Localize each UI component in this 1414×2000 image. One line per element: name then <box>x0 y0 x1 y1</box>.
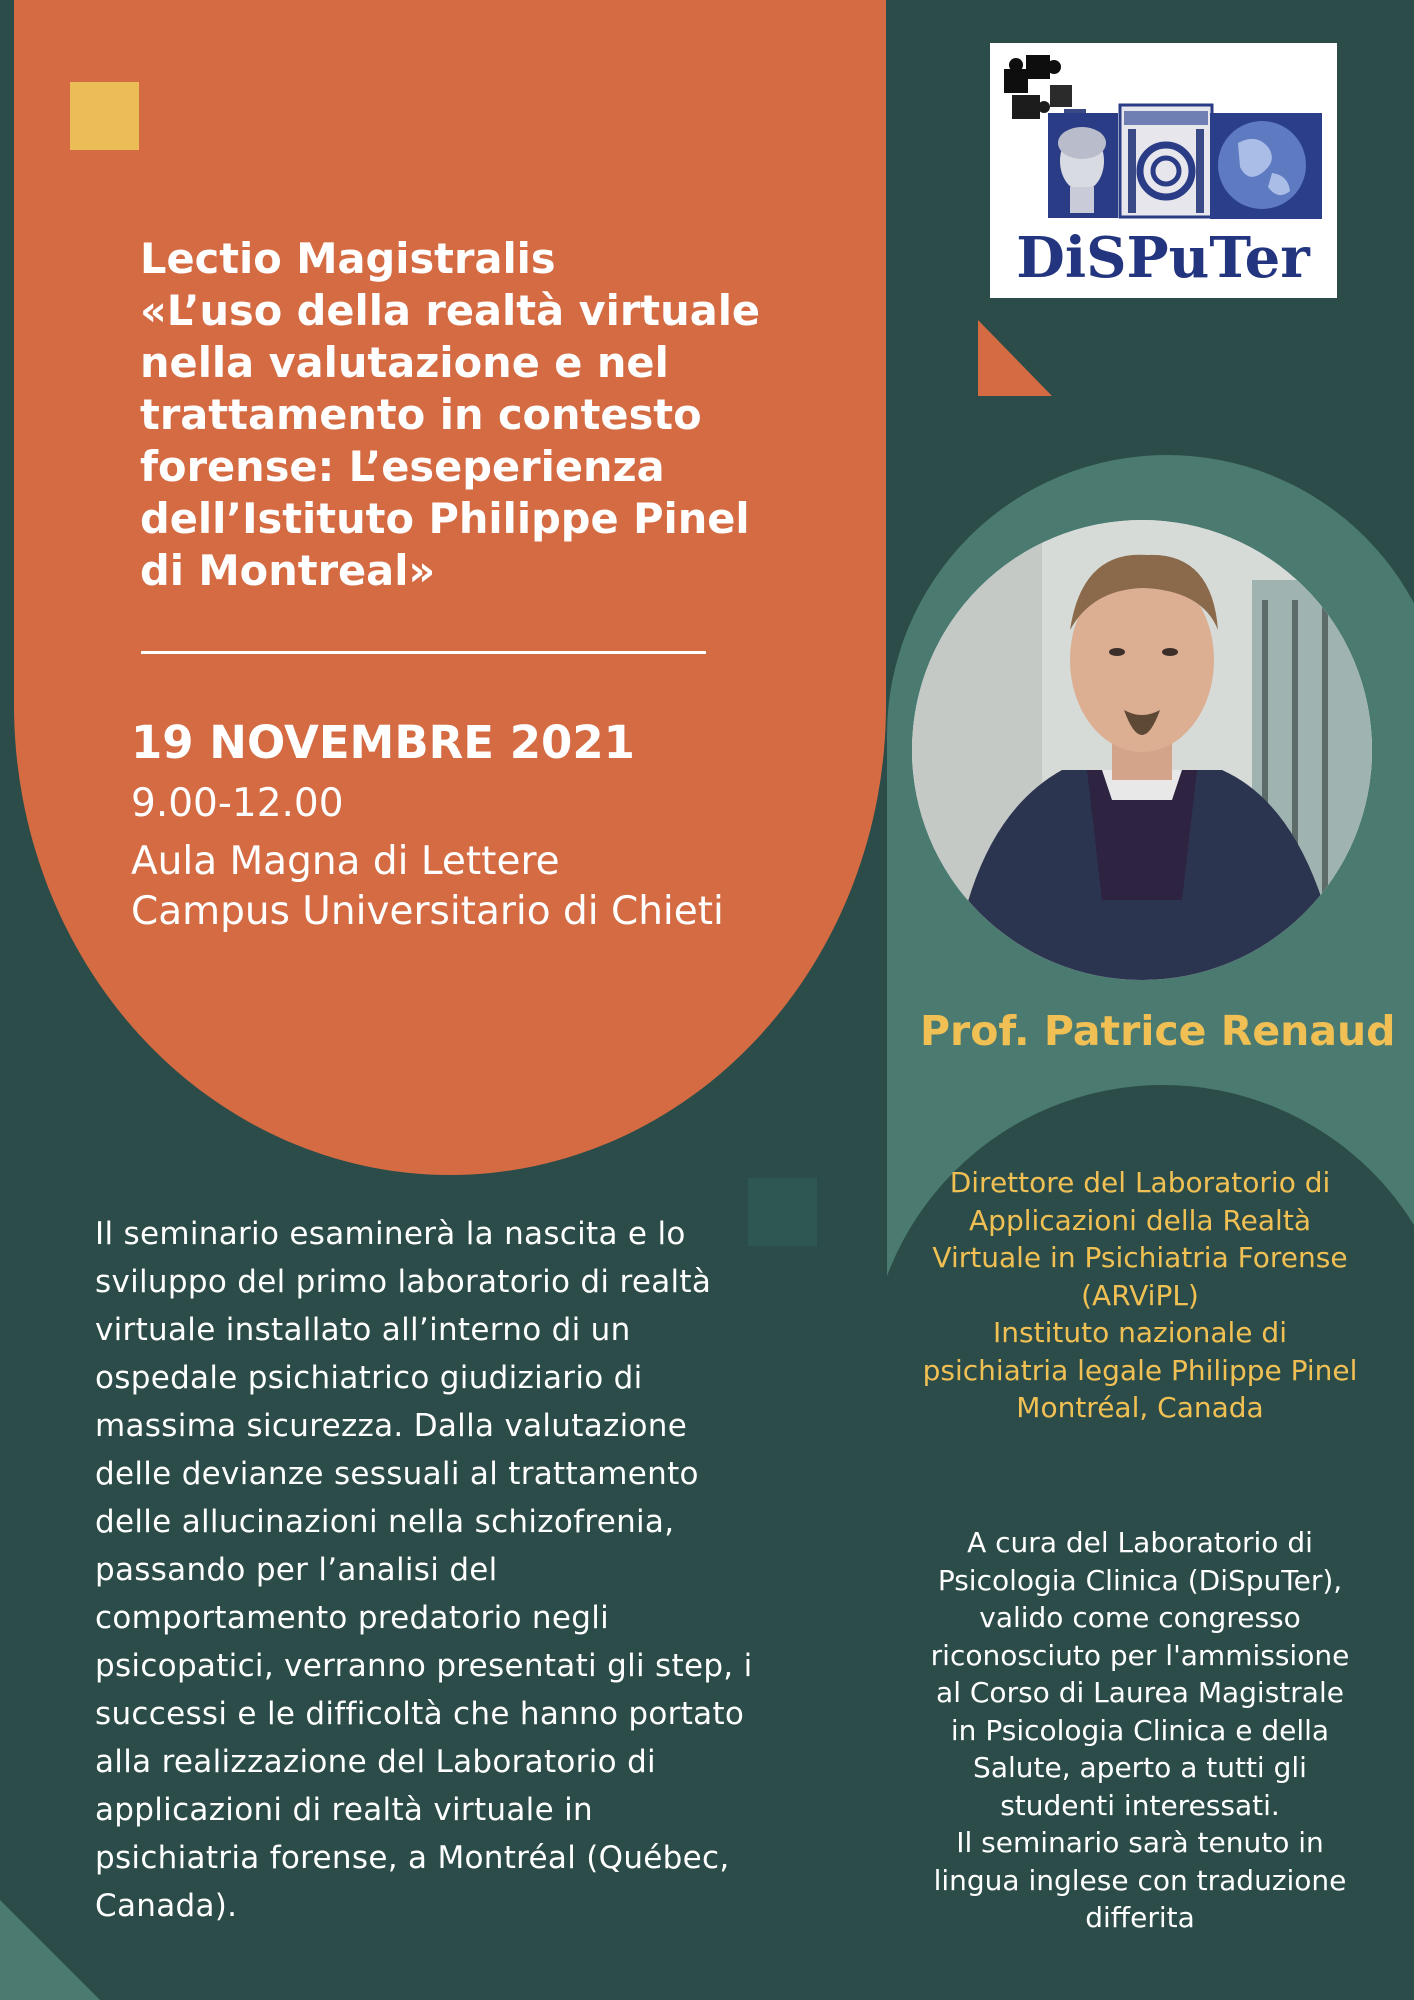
title-line: Lectio Magistralis <box>140 234 556 283</box>
description-line: passando per l’analisi del <box>95 1552 498 1588</box>
organizer-line: Psicologia Clinica (DiSpuTer), <box>937 1563 1343 1597</box>
affiliation-line: Direttore del Laboratorio di <box>949 1166 1331 1199</box>
description-line: successi e le difficoltà che hanno portato <box>95 1696 745 1732</box>
organizer-line: al Corso di Laurea Magistrale <box>936 1676 1344 1709</box>
organizer-info <box>880 1524 1400 1937</box>
speaker-photo <box>912 520 1372 980</box>
description-line: Canada). <box>95 1888 238 1924</box>
decorative-orange-triangle <box>978 320 1052 396</box>
organizer-line: A cura del Laboratorio di <box>967 1526 1313 1559</box>
description-line: psichiatria forense, a Montréal (Québec, <box>95 1840 730 1876</box>
description-line: psicopatici, verranno presentati gli step, i <box>95 1648 753 1684</box>
organizer-line: riconosciuto per l'ammissione <box>930 1638 1350 1672</box>
description-line: sviluppo del primo laboratorio di realtà <box>95 1264 712 1300</box>
description-line: comportamento predatorio negli <box>95 1600 610 1636</box>
affiliation-line: psichiatria legale Philippe Pinel <box>922 1353 1358 1387</box>
organizer-line: differita <box>1085 1901 1195 1934</box>
organizer-line: in Psicologia Clinica e della <box>950 1713 1330 1747</box>
description-line: virtuale installato all’interno di un <box>95 1312 631 1348</box>
speaker-affiliation <box>880 1164 1400 1427</box>
organizer-line: Salute, aperto a tutti gli <box>973 1751 1307 1784</box>
affiliation-line: Montréal, Canada <box>1016 1391 1264 1424</box>
venue-line: Aula Magna di Lettere <box>131 839 560 884</box>
affiliation-line: Instituto nazionale di <box>993 1316 1287 1349</box>
description-line: delle allucinazioni nella schizofrenia, <box>95 1504 675 1540</box>
description-line: delle devianze sessuali al trattamento <box>95 1456 699 1492</box>
title-line: «L’uso della realtà virtuale <box>140 286 761 335</box>
disputer-logo <box>990 43 1337 298</box>
title-line: nella valutazione e nel <box>140 338 669 387</box>
globe-icon <box>1210 113 1322 219</box>
organizer-line: studenti interessati. <box>1000 1788 1280 1822</box>
title-divider <box>141 651 706 654</box>
seminar-description <box>95 1210 815 1930</box>
title-line: trattamento in contesto <box>140 390 702 439</box>
organizer-line: Il seminario sarà tenuto in <box>956 1826 1324 1859</box>
affiliation-line: Applicazioni della Realtà <box>969 1203 1311 1237</box>
organizer-line: lingua inglese con traduzione <box>933 1863 1347 1897</box>
title-line: di Montreal» <box>140 546 436 595</box>
description-line: massima sicurezza. Dalla valutazione <box>95 1408 688 1444</box>
affiliation-line: (ARViPL) <box>1081 1278 1199 1312</box>
speaker-name: Prof. Patrice Renaud <box>920 1007 1396 1055</box>
venue-line: Campus Universitario di Chieti <box>131 889 724 934</box>
statue-head-icon <box>1048 113 1118 218</box>
event-date: 19 NOVEMBRE 2021 <box>131 716 635 769</box>
event-time: 9.00-12.00 <box>131 781 344 826</box>
organizer-line: valido come congresso <box>979 1601 1301 1634</box>
decorative-yellow-square <box>70 82 139 150</box>
lecture-title <box>140 233 860 597</box>
affiliation-line: Virtuale in Psichiatria Forense <box>932 1241 1348 1274</box>
description-line: applicazioni di realtà virtuale in <box>95 1792 593 1828</box>
building-spiral-icon <box>1120 105 1212 217</box>
logo-text: DiSPuTer <box>1016 225 1310 291</box>
title-line: dell’Istituto Philippe Pinel <box>140 494 750 543</box>
description-line: ospedale psichiatrico giudiziario di <box>95 1360 643 1396</box>
decorative-corner-triangle <box>0 1900 100 2000</box>
title-line: forense: L’eseperienza <box>140 442 665 491</box>
description-line: alla realizzazione del Laboratorio di <box>95 1744 656 1780</box>
event-venue <box>131 837 724 937</box>
description-line: Il seminario esaminerà la nascita e lo <box>95 1216 686 1252</box>
